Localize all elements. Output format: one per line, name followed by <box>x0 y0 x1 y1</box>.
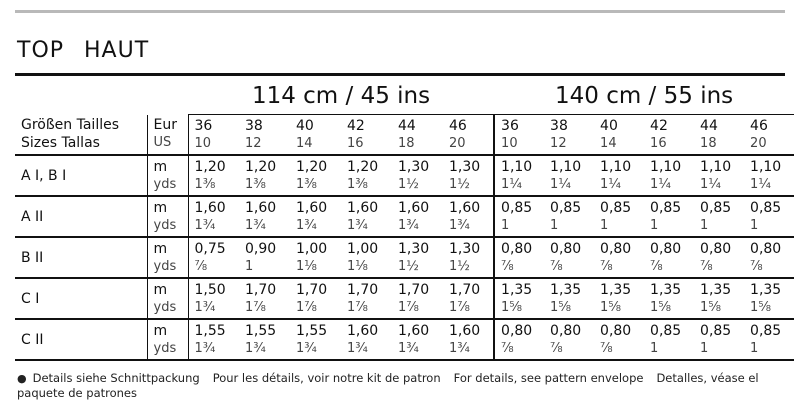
size-eur: 42 <box>347 117 365 134</box>
yardage-cell <box>341 278 392 319</box>
view-label: A I, B I <box>15 155 147 196</box>
size-us: 12 <box>245 135 262 151</box>
yardage-cell <box>443 237 494 278</box>
yardage-cell <box>239 237 290 278</box>
yardage-cell <box>239 155 290 196</box>
size-us: 10 <box>501 135 518 151</box>
size-eur: 44 <box>398 117 416 134</box>
meters-value: 1,35 <box>650 281 682 298</box>
yards-value: 1¾ <box>347 217 368 233</box>
meters-value: 1,35 <box>700 281 732 298</box>
meters-value: 0,85 <box>700 199 732 216</box>
title-rule <box>15 73 785 76</box>
meters-value: 1,70 <box>245 281 277 298</box>
yards-value: 1 <box>600 217 609 233</box>
unit-m: m <box>153 199 168 216</box>
yards-value: 1¾ <box>194 340 216 356</box>
yardage-cell <box>594 319 644 360</box>
note-en: For details, see pattern envelope <box>453 371 644 385</box>
yardage-cell <box>694 319 744 360</box>
meters-value: 0,85 <box>750 322 782 339</box>
yardage-cell <box>290 196 341 237</box>
yardage-cell <box>443 196 494 237</box>
yards-value: 1¾ <box>194 299 216 315</box>
meters-value: 1,30 <box>449 240 481 257</box>
yardage-cell <box>188 196 239 237</box>
meters-value: 1,35 <box>600 281 632 298</box>
yardage-cell <box>341 319 392 360</box>
footnote <box>17 371 787 401</box>
size-us: 12 <box>550 135 567 151</box>
yards-value: 1¾ <box>398 340 419 356</box>
size-us: 20 <box>750 135 767 151</box>
meters-value: 1,10 <box>700 158 732 175</box>
yardage-cell <box>188 155 239 196</box>
meters-value: 0,80 <box>501 240 533 257</box>
meters-value: 0,90 <box>245 240 277 257</box>
size-cell <box>341 115 392 156</box>
meters-value: 1,10 <box>600 158 632 175</box>
yards-value: ⅞ <box>501 340 514 356</box>
size-cell <box>744 115 794 156</box>
yardage-cell <box>594 196 644 237</box>
meters-value: 1,60 <box>347 322 379 339</box>
yards-value: 1½ <box>449 258 470 274</box>
size-eur: 38 <box>550 117 568 134</box>
meters-value: 0,80 <box>600 240 632 257</box>
yards-value: 1 <box>700 217 709 233</box>
yards-value: 1 <box>245 258 254 274</box>
meters-value: 0,80 <box>650 240 682 257</box>
unit-yds: yds <box>153 340 177 356</box>
unit-cell <box>147 319 188 360</box>
unit-yds: yds <box>153 217 177 233</box>
yards-value: 1¾ <box>449 340 470 356</box>
yards-value: 1¾ <box>449 217 470 233</box>
yardage-cell <box>188 319 239 360</box>
meters-value: 1,55 <box>194 322 226 339</box>
yardage-cell <box>290 319 341 360</box>
yardage-cell <box>744 237 794 278</box>
yardage-cell <box>494 278 544 319</box>
unit-m: m <box>153 281 168 298</box>
yardage-cell <box>644 278 694 319</box>
meters-value: 1,35 <box>550 281 582 298</box>
size-us: 18 <box>700 135 717 151</box>
yardage-cell <box>544 278 594 319</box>
yardage-cell <box>594 278 644 319</box>
table-row <box>15 196 794 237</box>
yardage-cell <box>644 237 694 278</box>
yards-value: 1⅞ <box>398 299 419 315</box>
yardage-cell <box>392 155 443 196</box>
yardage-cell <box>341 196 392 237</box>
yardage-cell <box>239 196 290 237</box>
yards-value: ⅞ <box>700 258 713 274</box>
yards-value: 1¾ <box>245 217 266 233</box>
size-label <box>15 115 147 156</box>
yards-value: 1⅞ <box>347 299 368 315</box>
meters-value: 1,35 <box>501 281 533 298</box>
yards-value: 1 <box>750 217 759 233</box>
size-us: 18 <box>398 135 415 151</box>
note-fr: Pour les détails, voir notre kit de patron <box>212 371 441 385</box>
yards-value: 1½ <box>398 258 419 274</box>
meters-value: 1,00 <box>296 240 328 257</box>
meters-value: 0,75 <box>194 240 226 257</box>
meters-value: 1,70 <box>296 281 328 298</box>
meters-value: 1,60 <box>245 199 277 216</box>
meters-value: 1,55 <box>245 322 277 339</box>
yardage-cell <box>392 278 443 319</box>
meters-value: 0,85 <box>650 199 682 216</box>
meters-value: 0,85 <box>650 322 682 339</box>
size-eur: 40 <box>600 117 618 134</box>
meters-value: 1,35 <box>750 281 782 298</box>
yards-value: 1½ <box>449 176 470 192</box>
meters-value: 0,85 <box>550 199 582 216</box>
yardage-cell <box>644 319 694 360</box>
yards-value: 1⅝ <box>750 299 771 315</box>
yards-value: 1¼ <box>750 176 771 192</box>
meters-value: 1,20 <box>296 158 328 175</box>
yardage-cell <box>341 237 392 278</box>
yardage-cell <box>290 155 341 196</box>
meters-value: 1,60 <box>194 199 226 216</box>
meters-value: 1,20 <box>194 158 226 175</box>
yardage-cell <box>341 155 392 196</box>
yards-value: 1⅛ <box>347 258 368 274</box>
yardage-cell <box>443 278 494 319</box>
yards-value: 1⅜ <box>245 176 266 192</box>
view-label: C I <box>15 278 147 319</box>
note-es: Detalles, véase el paquete de patrones <box>17 371 759 400</box>
meters-value: 1,70 <box>398 281 430 298</box>
meters-value: 1,10 <box>550 158 582 175</box>
unit-m: m <box>153 240 168 257</box>
yardage-cell <box>239 278 290 319</box>
size-cell <box>392 115 443 156</box>
yards-value: 1¾ <box>296 340 317 356</box>
yardage-cell <box>239 319 290 360</box>
size-eur: 44 <box>700 117 718 134</box>
unit-cell <box>147 278 188 319</box>
table-row <box>15 319 794 360</box>
table-row <box>15 155 794 196</box>
yardage-cell <box>744 319 794 360</box>
yardage-cell <box>544 237 594 278</box>
bullet-icon: ● <box>17 372 27 385</box>
size-unit <box>147 115 188 156</box>
yardage-cell <box>494 319 544 360</box>
yardage-cell <box>494 155 544 196</box>
meters-value: 0,80 <box>501 322 533 339</box>
yards-value: 1⅞ <box>296 299 317 315</box>
size-cell <box>443 115 494 156</box>
meters-value: 0,80 <box>550 240 582 257</box>
note-de: Details siehe Schnittpackung <box>32 371 200 385</box>
size-eur: 38 <box>245 117 263 134</box>
yards-value: 1¾ <box>398 217 419 233</box>
view-label: B II <box>15 237 147 278</box>
size-eur: 46 <box>750 117 768 134</box>
yardage-cell <box>392 196 443 237</box>
yards-value: 1⅞ <box>449 299 470 315</box>
yards-value: 1 <box>750 340 759 356</box>
yardage-cell <box>443 155 494 196</box>
meters-value: 1,30 <box>449 158 481 175</box>
yardage-cell <box>694 278 744 319</box>
yardage-cell <box>188 278 239 319</box>
page-title: TOP HAUT <box>17 38 150 63</box>
unit-cell <box>147 155 188 196</box>
size-label-line1: Größen Tailles <box>21 117 120 134</box>
size-cell <box>239 115 290 156</box>
yards-value: 1 <box>550 217 559 233</box>
meters-value: 0,80 <box>550 322 582 339</box>
meters-value: 1,30 <box>398 158 430 175</box>
meters-value: 1,60 <box>296 199 328 216</box>
size-eur: 36 <box>194 117 213 134</box>
yards-value: 1⅝ <box>700 299 721 315</box>
yardage-cell <box>744 278 794 319</box>
meters-value: 0,85 <box>700 322 732 339</box>
yards-value: 1⅞ <box>245 299 266 315</box>
size-us: 20 <box>449 135 466 151</box>
size-us: 10 <box>194 135 212 151</box>
unit-yds: yds <box>153 258 177 274</box>
meters-value: 1,55 <box>296 322 328 339</box>
meters-value: 1,60 <box>398 199 430 216</box>
yards-value: ⅞ <box>650 258 663 274</box>
yards-value: 1⅜ <box>194 176 216 192</box>
view-label: C II <box>15 319 147 360</box>
yards-value: 1 <box>700 340 709 356</box>
unit-cell <box>147 237 188 278</box>
unit-m: m <box>153 158 168 175</box>
meters-value: 1,60 <box>449 199 481 216</box>
size-us: 16 <box>650 135 667 151</box>
meters-value: 1,20 <box>245 158 277 175</box>
yards-value: 1¾ <box>347 340 368 356</box>
yardage-cell <box>694 237 744 278</box>
size-cell <box>290 115 341 156</box>
yards-value: 1¼ <box>600 176 621 192</box>
yardage-cell <box>544 196 594 237</box>
yardage-cell <box>744 196 794 237</box>
size-cell <box>644 115 694 156</box>
yards-value: ⅞ <box>550 340 563 356</box>
yardage-cell <box>694 155 744 196</box>
yardage-cell <box>392 237 443 278</box>
unit-yds: yds <box>153 299 177 315</box>
yards-value: 1⅛ <box>296 258 317 274</box>
meters-value: 1,20 <box>347 158 379 175</box>
unit-cell <box>147 196 188 237</box>
yards-value: ⅞ <box>600 258 613 274</box>
yardage-cell <box>188 237 239 278</box>
meters-value: 1,60 <box>347 199 379 216</box>
fabric-width-114: 114 cm / 45 ins <box>188 78 494 115</box>
yards-value: 1¼ <box>700 176 721 192</box>
yards-value: 1¾ <box>245 340 266 356</box>
yardage-cell <box>443 319 494 360</box>
meters-value: 0,85 <box>750 199 782 216</box>
size-cell <box>594 115 644 156</box>
view-label: A II <box>15 196 147 237</box>
meters-value: 1,10 <box>750 158 782 175</box>
top-divider <box>15 10 785 13</box>
meters-value: 1,30 <box>398 240 430 257</box>
yards-value: 1⅝ <box>501 299 522 315</box>
meters-value: 1,50 <box>194 281 226 298</box>
yardage-cell <box>594 155 644 196</box>
yardage-cell <box>290 237 341 278</box>
yards-value: 1¾ <box>296 217 317 233</box>
size-eur: 42 <box>650 117 668 134</box>
yards-value: 1¼ <box>650 176 671 192</box>
size-eur: 46 <box>449 117 467 134</box>
yards-value: 1 <box>501 217 510 233</box>
yards-value: ⅞ <box>600 340 613 356</box>
yards-value: 1⅝ <box>550 299 571 315</box>
yards-value: 1¼ <box>501 176 522 192</box>
yardage-cell <box>694 196 744 237</box>
yardage-cell <box>392 319 443 360</box>
yardage-cell <box>290 278 341 319</box>
yards-value: 1¼ <box>550 176 571 192</box>
size-unit-us: US <box>153 135 172 151</box>
size-us: 14 <box>600 135 617 151</box>
meters-value: 0,80 <box>750 240 782 257</box>
table-row <box>15 237 794 278</box>
yards-value: 1¾ <box>194 217 216 233</box>
size-us: 14 <box>296 135 313 151</box>
size-eur: 40 <box>296 117 314 134</box>
size-cell <box>494 115 544 156</box>
yardage-cell <box>494 196 544 237</box>
yards-value: 1⅝ <box>650 299 671 315</box>
size-unit-eur: Eur <box>153 117 177 134</box>
yards-value: ⅞ <box>750 258 763 274</box>
meters-value: 1,70 <box>449 281 481 298</box>
size-cell <box>544 115 594 156</box>
fabric-width-row <box>15 78 794 115</box>
yardage-cell <box>494 237 544 278</box>
yardage-cell <box>744 155 794 196</box>
meters-value: 1,10 <box>650 158 682 175</box>
size-label-line2: Sizes Tallas <box>21 135 100 152</box>
yardage-table <box>15 78 794 361</box>
yards-value: ⅞ <box>194 258 208 274</box>
size-us: 16 <box>347 135 364 151</box>
yards-value: 1 <box>650 340 659 356</box>
yardage-cell <box>594 237 644 278</box>
meters-value: 0,85 <box>600 199 632 216</box>
size-eur: 36 <box>501 117 519 134</box>
unit-yds: yds <box>153 176 177 192</box>
unit-m: m <box>153 322 168 339</box>
yardage-cell <box>644 196 694 237</box>
yards-value: 1⅜ <box>347 176 368 192</box>
yardage-cell <box>544 319 594 360</box>
yardage-cell <box>544 155 594 196</box>
table-row <box>15 278 794 319</box>
yards-value: ⅞ <box>550 258 563 274</box>
meters-value: 0,85 <box>501 199 533 216</box>
meters-value: 1,60 <box>449 322 481 339</box>
meters-value: 0,80 <box>600 322 632 339</box>
yardage-cell <box>644 155 694 196</box>
meters-value: 1,60 <box>398 322 430 339</box>
fabric-width-140: 140 cm / 55 ins <box>494 78 794 115</box>
yards-value: 1⅜ <box>296 176 317 192</box>
yards-value: 1½ <box>398 176 419 192</box>
size-cell <box>188 115 239 156</box>
meters-value: 1,70 <box>347 281 379 298</box>
size-header-row <box>15 115 794 156</box>
meters-value: 0,80 <box>700 240 732 257</box>
yards-value: 1 <box>650 217 659 233</box>
meters-value: 1,10 <box>501 158 533 175</box>
meters-value: 1,00 <box>347 240 379 257</box>
yards-value: 1⅝ <box>600 299 621 315</box>
yards-value: ⅞ <box>501 258 514 274</box>
size-cell <box>694 115 744 156</box>
